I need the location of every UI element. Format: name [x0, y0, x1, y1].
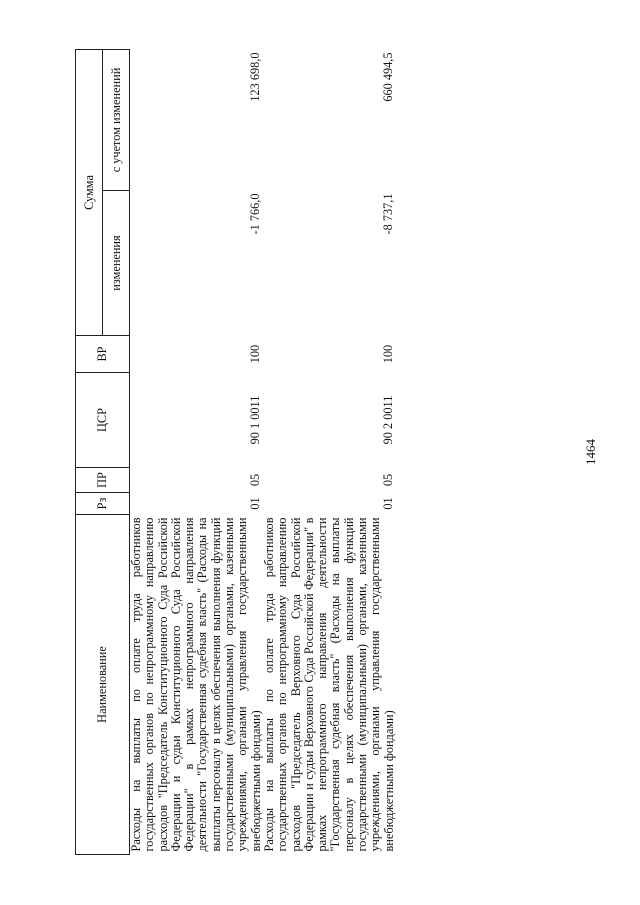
row-change: -8 737,1: [380, 193, 395, 235]
page-number: 1464: [583, 439, 598, 465]
row-csr: 90 2 0011: [380, 395, 395, 445]
header-with-change: с учетом изменений: [103, 49, 130, 190]
table-row: [130, 49, 263, 854]
row-name: Расходы на выплаты по оплате труда работников государственных органов по непрограммному направлению расходов "Председатель Конституционного Суда Российской Федерации и судьи Конституционного Суда Российской Федерации" в рамках непрограммного направления деятельности "Государственная судебная власть" (Расходы на выплаты персоналу в целях обеспечения выполнения функций государственными (муниципальными) органами, казенными учреждениями, органами управления государственными внебюджетными фондами): [129, 517, 263, 852]
row-csr: 90 1 0011: [247, 395, 262, 445]
header-pr: ПР: [76, 468, 130, 493]
row-with-change: 660 494,5: [380, 52, 395, 102]
row-vr: 100: [247, 344, 262, 364]
row-vr: 100: [380, 344, 395, 364]
table-header: [76, 49, 130, 854]
header-rz: Рз: [76, 493, 130, 515]
header-change: изменения: [103, 191, 130, 336]
row-pr: 05: [247, 473, 262, 487]
table-row: [263, 49, 396, 854]
row-with-change: 123 698,0: [247, 52, 262, 102]
budget-table: [75, 49, 396, 855]
header-sum: Сумма: [76, 49, 103, 335]
row-rz: 01: [380, 497, 395, 510]
row-change: -1 766,0: [247, 193, 262, 235]
header-name: Наименование: [76, 515, 130, 855]
header-csr: ЦСР: [76, 373, 130, 468]
row-pr: 05: [380, 473, 395, 487]
header-vr: ВР: [76, 336, 130, 373]
row-name: Расходы на выплаты по оплате труда работников государственных органов по непрограммному направлению расходов "Председатель Верховного Суда Российской Федерации и судьи Верховного Суда Российской Федерации" в рамках непрограммного направления деятельности "Государственная судебная власть" (Расходы на выплаты персоналу в целях обеспечения выполнения функций государственными (муниципальными) органами, казенными учреждениями, органами управления государственными внебюджетными фондами): [261, 517, 396, 852]
row-rz: 01: [247, 497, 262, 510]
